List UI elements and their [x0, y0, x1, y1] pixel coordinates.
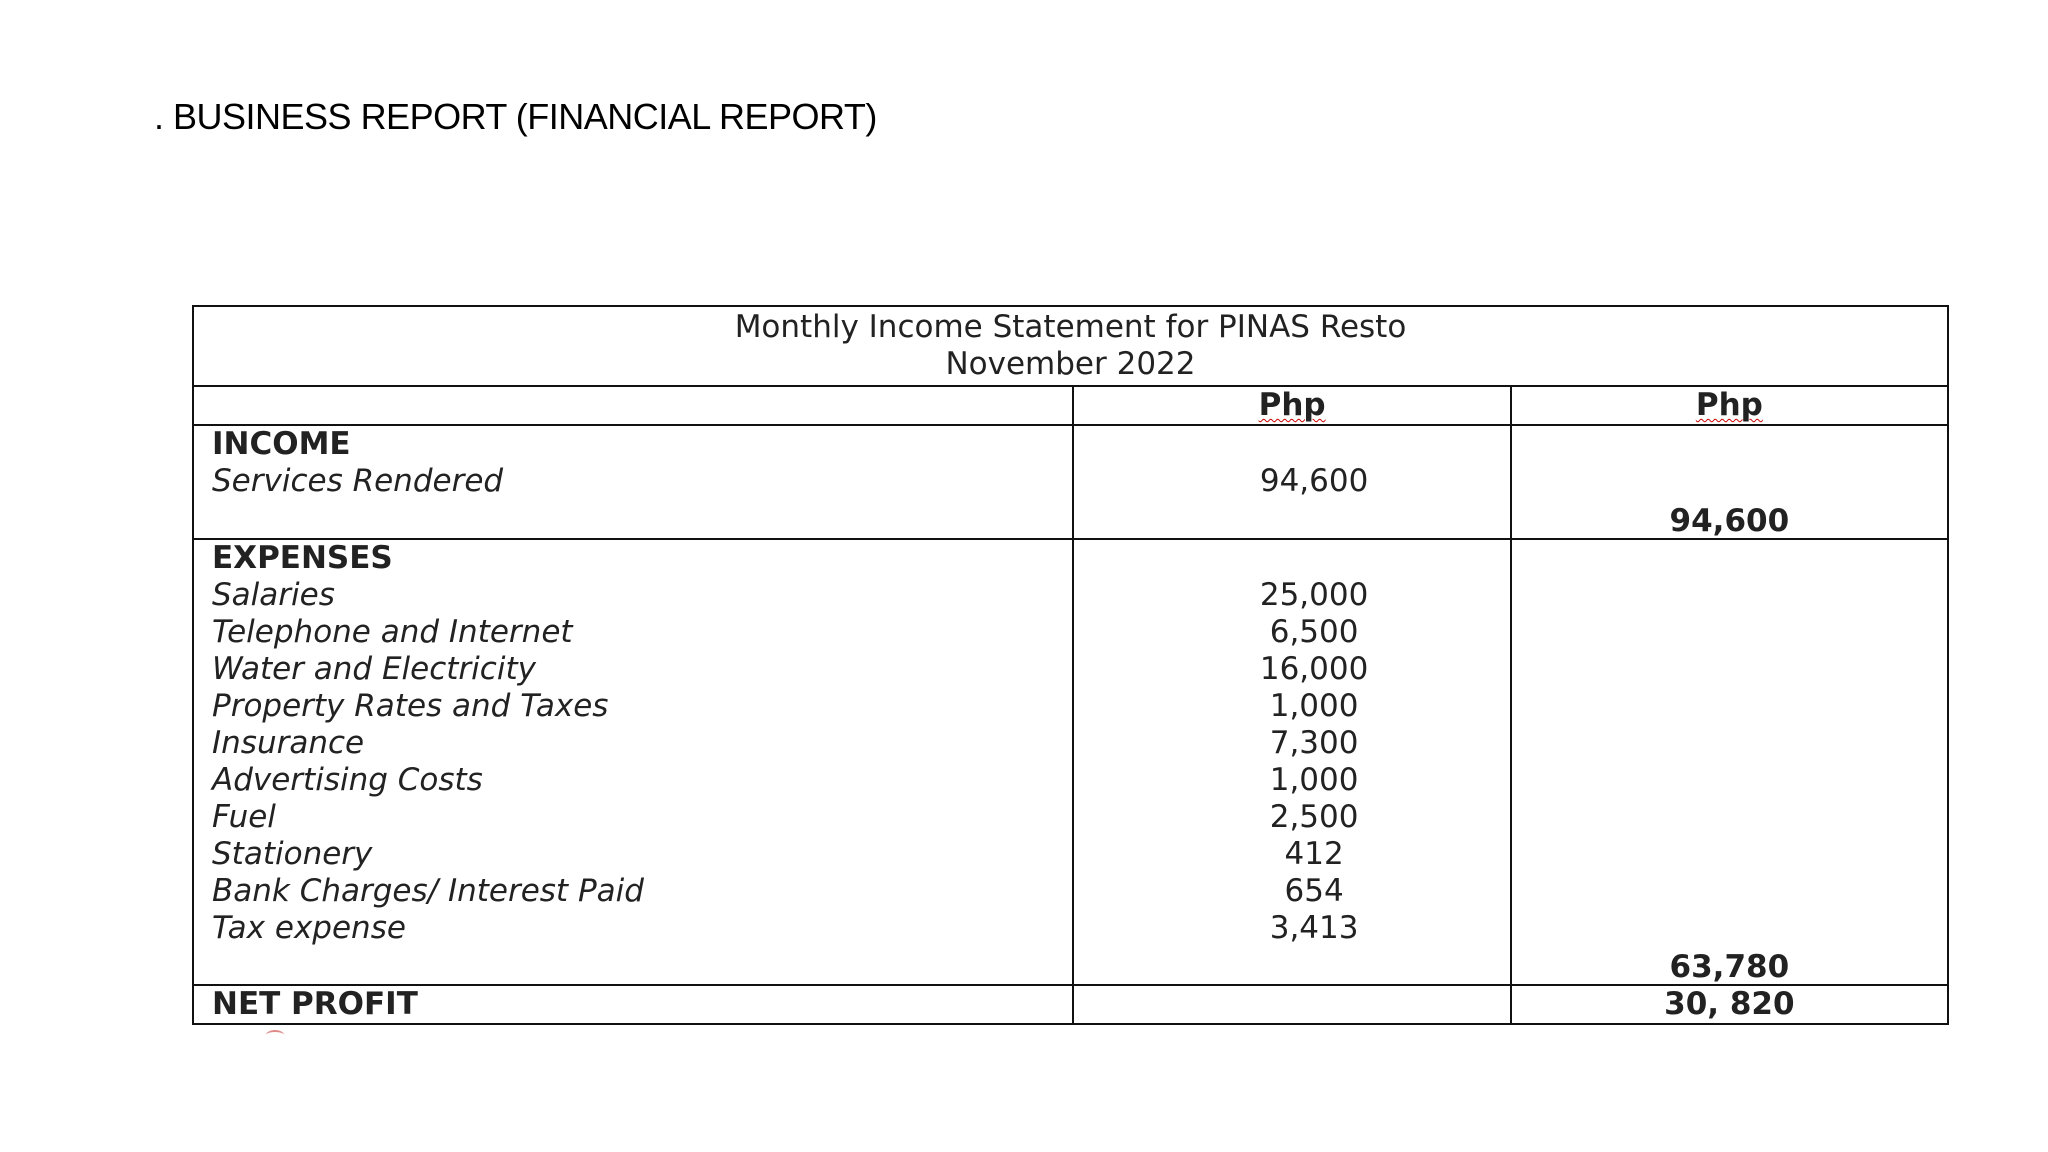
expenses-amounts-cell: [1073, 539, 1510, 985]
income-amounts-cell: [1073, 425, 1510, 539]
currency-header-totals: [1511, 386, 1948, 425]
currency-header-blank: [193, 386, 1073, 425]
expense-item-label: Water and Electricity: [212, 651, 536, 687]
currency-label: Php: [1258, 387, 1326, 423]
income-section-row: [193, 425, 1948, 539]
expense-item-amount: 16,000: [1259, 651, 1369, 687]
expenses-section-row: [193, 539, 1948, 985]
currency-header-amounts: [1073, 386, 1510, 425]
expense-item-label: Salaries: [212, 577, 335, 613]
expense-item-label: Tax expense: [212, 910, 406, 946]
expense-item-amount: 1,000: [1269, 762, 1359, 798]
income-labels-cell: [193, 425, 1073, 539]
net-profit-label: NET PROFIT: [212, 986, 418, 1022]
expense-item-amount: 654: [1284, 873, 1344, 909]
expenses-labels-cell: [193, 539, 1073, 985]
expense-item-amount: 25,000: [1259, 577, 1369, 613]
expense-item-label: Property Rates and Taxes: [212, 688, 609, 724]
expense-item-label: Fuel: [212, 799, 276, 835]
currency-label: Php: [1695, 387, 1763, 423]
income-item-label: Services Rendered: [212, 463, 504, 499]
net-profit-value: 30, 820: [1664, 986, 1795, 1022]
expense-item-amount: 6,500: [1269, 614, 1359, 650]
statement-caption-row: [193, 306, 1948, 386]
net-profit-blank-cell: [1073, 985, 1510, 1024]
expense-item-label: Advertising Costs: [212, 762, 483, 798]
net-profit-label-cell: [193, 985, 1073, 1024]
expense-item-label: Insurance: [212, 725, 365, 761]
income-item-amount: 94,600: [1259, 463, 1369, 499]
expense-item-amount: 3,413: [1269, 910, 1359, 946]
stray-mark: [266, 1030, 284, 1040]
net-profit-value-cell: [1511, 985, 1948, 1024]
expense-item-amount: 7,300: [1269, 725, 1359, 761]
expense-item-label: Telephone and Internet: [212, 614, 573, 650]
expenses-heading: EXPENSES: [212, 540, 393, 576]
income-heading: INCOME: [212, 426, 351, 462]
currency-header-row: [193, 386, 1948, 425]
spacer: [1074, 540, 1509, 577]
expense-item-label: Bank Charges/ Interest Paid: [212, 873, 644, 909]
expense-item-amount: 2,500: [1269, 799, 1359, 835]
page-title: . BUSINESS REPORT (FINANCIAL REPORT): [154, 96, 877, 137]
income-total: 94,600: [1669, 503, 1790, 539]
statement-period: November 2022: [945, 346, 1196, 382]
expenses-total-cell: [1511, 539, 1948, 985]
income-statement-table: [192, 305, 1949, 1025]
statement-caption: [193, 306, 1948, 386]
net-profit-row: [193, 985, 1948, 1024]
income-total-cell: [1511, 425, 1948, 539]
statement-title: Monthly Income Statement for PINAS Resto: [734, 309, 1407, 345]
expense-item-amount: 1,000: [1269, 688, 1359, 724]
expense-item-amount: 412: [1284, 836, 1344, 872]
expense-item-label: Stationery: [212, 836, 373, 872]
expenses-total: 63,780: [1669, 949, 1790, 985]
spacer: [1074, 426, 1509, 463]
